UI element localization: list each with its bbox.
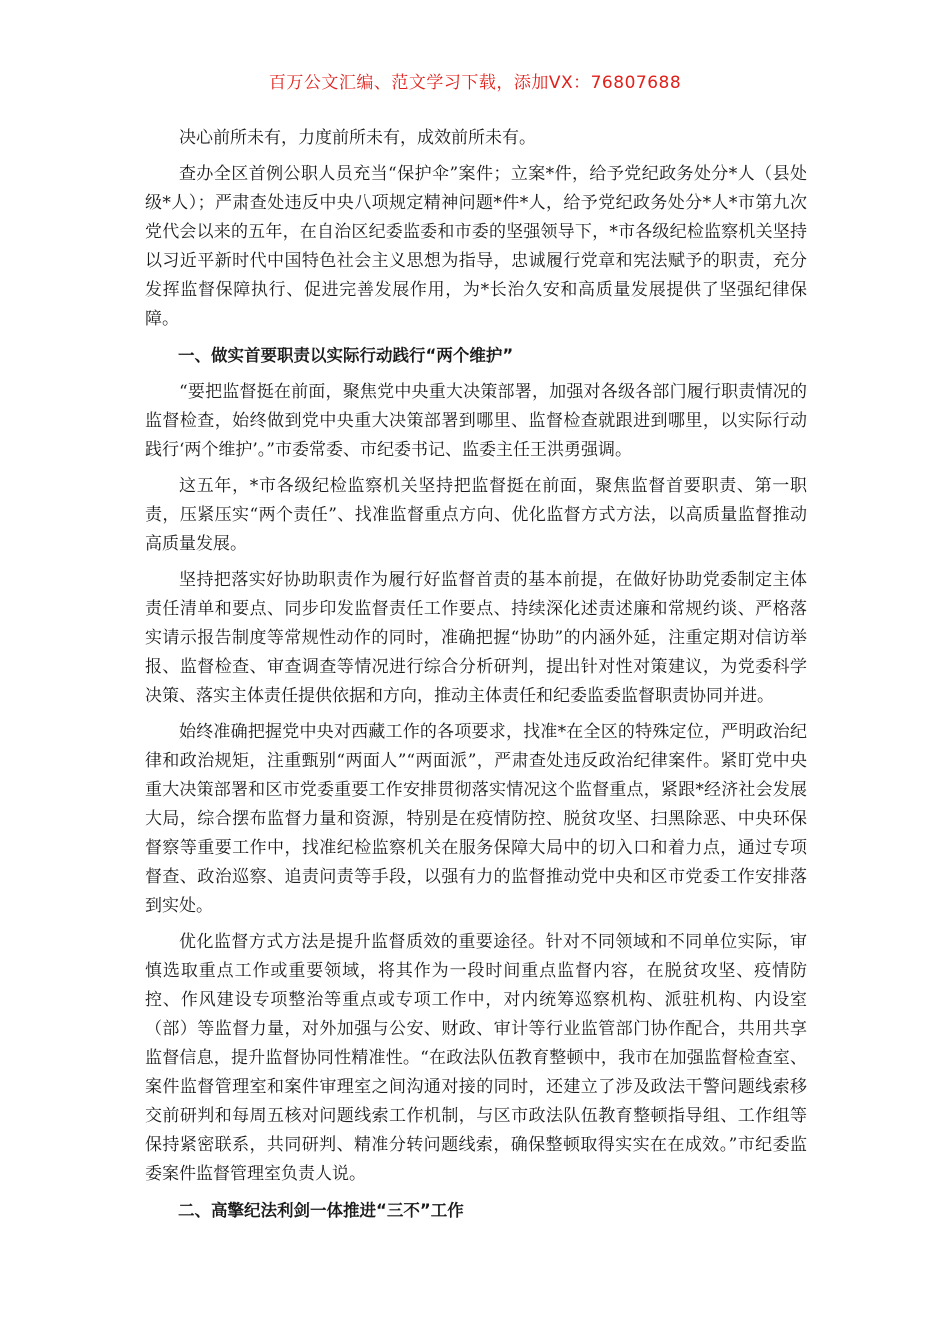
paragraph-5: 坚持把落实好协助职责作为履行好监督首责的基本前提，在做好协助党委制定主体责任清单和要点、同步印发监督责任工作要点、持续深化述责述廉和常规约谈、严格落实请示报告制度等常规性动作的同时，准确把握“协助”的内涵外延，注重定期对信访举报、监督检查、审查调查等情况进行综合分析研判，提出针对性对策建议，为党委科学决策、落实主体责任提供依据和方向，推动主体责任和纪委监委监督职责协同并进。 — [145, 570, 807, 706]
paragraph-1: 决心前所未有，力度前所未有，成效前所未有。 — [179, 128, 536, 148]
paragraph-4: 这五年，*市各级纪检监察机关坚持把监督挺在前面，聚焦监督首要职责、第一职责，压紧压实“两个责任”、找准监督重点方向、优化监督方式方法，以高质量监督推动高质量发展。 — [145, 476, 807, 554]
document-body — [145, 124, 807, 1233]
paragraph-3: “要把监督挺在前面，聚焦党中央重大决策部署，加强对各级各部门履行职责情况的监督检查，始终做到党中央重大决策部署到哪里、监督检查就跟进到哪里，以实际行动践行‘两个维护’。”市委常委、市纪委书记、监委主任王洪勇强调。 — [145, 382, 807, 460]
section-heading-1: 一、做实首要职责以实际行动践行“两个维护” — [178, 346, 514, 365]
paragraph-7: 优化监督方式方法是提升监督质效的重要途径。针对不同领域和不同单位实际，审慎选取重点工作或重要领域，将其作为一段时间重点监督内容，在脱贫攻坚、疫情防控、作风建设专项整治等重点或专项工作中，对内统筹巡察机构、派驻机构、内设室（部）等监督力量，对外加强与公安、财政、审计等行业监管部门协作配合，共用共享监督信息，提升监督协同性精准性。“在政法队伍教育整顿中，我市在加强监督检查室、案件监督管理室和案件审理室之间沟通对接的同时，还建立了涉及政法干警问题线索移交前研判和每周五核对问题线索工作机制，与区市政法队伍教育整顿指导组、工作组等保持紧密联系，共同研判、精准分转问题线索，确保整顿取得实实在在成效。”市纪委监委案件监督管理室负责人说。 — [145, 932, 807, 1184]
paragraph-6: 始终准确把握党中央对西藏工作的各项要求，找准*在全区的特殊定位，严明政治纪律和政治规矩，注重甄别“两面人”“两面派”，严肃查处违反政治纪律案件。紧盯党中央重大决策部署和区市党委重要工作安排贯彻落实情况这个监督重点，紧跟*经济社会发展大局，综合摆布监督力量和资源，特别是在疫情防控、脱贫攻坚、扫黑除恶、中央环保督察等重要工作中，找准纪检监察机关在服务保障大局中的切入口和着力点，通过专项督查、政治巡察、追责问责等手段，以强有力的监督推动党中央和区市党委工作安排落到实处。 — [145, 722, 807, 916]
paragraph-2: 查办全区首例公职人员充当“保护伞”案件；立案*件，给予党纪政务处分*人（县处级*人）；严肃查处违反中央八项规定精神问题*件*人，给予党纪政务处分*人*市第九次党代会以来的五年，在自治区纪委监委和市委的坚强领导下，*市各级纪检监察机关坚持以习近平新时代中国特色社会主义思想为指导，忠诚履行党章和宪法赋予的职责，充分发挥监督保障执行、促进完善发展作用，为*长治久安和高质量发展提供了坚强纪律保障。 — [145, 164, 807, 329]
promo-banner: 百万公文汇编、范文学习下载，添加VX：76807688 — [268, 73, 682, 93]
section-heading-2: 二、高擎纪法利剑一体推进“三不”工作 — [178, 1201, 464, 1220]
